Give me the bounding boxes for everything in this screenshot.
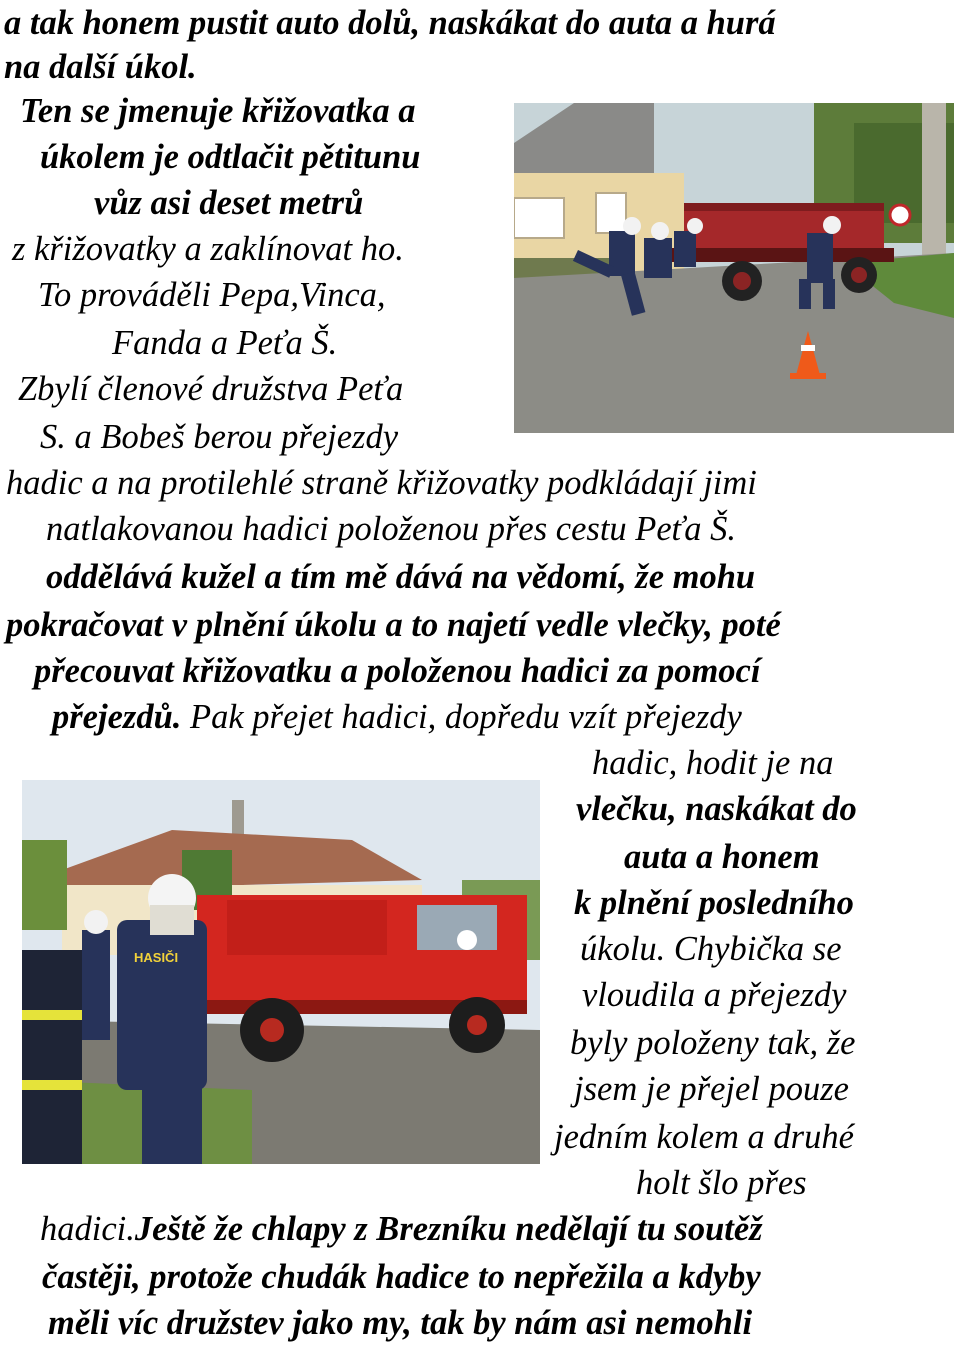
wheel-hub — [467, 1015, 487, 1035]
text-line: na další úkol. — [4, 48, 197, 86]
text-line: vlečku, naskákat do — [576, 790, 857, 828]
trailer-push-photo — [514, 103, 954, 433]
reflective-stripe — [22, 1080, 82, 1090]
text-line: byly položeny tak, že — [570, 1024, 856, 1062]
text-line: vloudila a přejezdy — [582, 976, 847, 1014]
text-line: pokračovat v plnění úkolu a to najetí vedle vlečky, poté — [6, 606, 781, 644]
text-line: jedním kolem a druhé — [554, 1118, 854, 1156]
text-fragment: hadici. — [40, 1210, 135, 1248]
text-line — [40, 1206, 763, 1252]
text-line: vůz asi deset metrů — [94, 184, 364, 222]
trailer-push-scene — [514, 103, 954, 433]
text-line: holt šlo přes — [636, 1164, 807, 1202]
firefighter-leg — [823, 279, 835, 309]
text-line: úkolem je odtlačit pětitunu — [40, 138, 421, 176]
text-line: přecouvat křižovatku a položenou hadici za pomocí — [34, 652, 761, 690]
text-line: To prováděli Pepa,Vinca, — [38, 276, 386, 314]
house-window — [514, 198, 564, 238]
helmet — [623, 217, 641, 235]
fire-truck-scene — [22, 780, 540, 1164]
cone-base — [790, 373, 826, 379]
helmet — [651, 222, 669, 240]
wheel-hub — [733, 272, 751, 290]
text-line: a tak honem pustit auto dolů, naskákat do auta a hurá — [4, 4, 776, 42]
firefighter — [674, 231, 696, 267]
text-line: úkolu. Chybička se — [580, 930, 842, 968]
trailer-rail — [684, 203, 884, 211]
firefighter-leg — [799, 279, 811, 309]
text-line: hadic, hodit je na — [592, 744, 834, 782]
text-fragment: přejezdů. — [52, 698, 182, 736]
wheel-hub — [851, 267, 867, 283]
helmet — [823, 216, 841, 234]
truck-side-panel — [227, 900, 387, 955]
text-line: oddělává kužel a tím mě dává na vědomí, že mohu — [46, 558, 756, 596]
firefighter-foreground — [117, 920, 207, 1090]
helmet — [687, 218, 703, 234]
text-line: k plnění posledního — [574, 884, 854, 922]
text-line: S. a Bobeš berou přejezdy — [40, 418, 399, 456]
text-line: natlakovanou hadici položenou přes cestu Peťa Š. — [46, 510, 736, 548]
truck-emblem — [457, 930, 477, 950]
tree — [22, 840, 67, 930]
text-line: hadic a na protilehlé straně křižovatky podkládají jimi — [6, 464, 757, 502]
firefighter — [644, 238, 672, 278]
text-line: Ten se jmenuje křižovatka a — [20, 92, 416, 130]
truck-window — [417, 905, 497, 950]
reflective-stripe — [22, 1010, 82, 1020]
text-line: Zbylí členové družstva Peťa — [18, 370, 404, 408]
text-line: měli víc družstev jako my, tak by nám asi nemohli — [48, 1304, 753, 1342]
firefighter — [807, 233, 833, 283]
fire-truck-photo — [22, 780, 540, 1164]
firefighter-edge — [22, 950, 82, 1164]
firefighter-background — [82, 930, 110, 1040]
text-line: Fanda a Peťa Š. — [112, 324, 338, 362]
text-line: častěji, protože chudák hadice to nepřežila a kdyby — [42, 1258, 761, 1296]
house-window — [596, 193, 626, 233]
text-fragment: Pak přejet hadici, dopředu vzít přejezdy — [181, 698, 742, 736]
traffic-sign — [890, 205, 910, 225]
firefighter-legs — [142, 1080, 202, 1164]
text-line — [52, 694, 742, 740]
text-line: auta a honem — [624, 838, 820, 876]
uniform-badge: HASIČI — [134, 950, 179, 965]
cone-stripe — [801, 345, 815, 351]
helmet — [84, 910, 108, 934]
text-fragment: Ještě že chlapy z Brezníku nedělají tu soutěž — [134, 1210, 763, 1248]
text-line: jsem je přejel pouze — [574, 1070, 849, 1108]
wheel-hub — [260, 1018, 284, 1042]
helmet-neck-guard — [150, 905, 194, 935]
text-line: z křižovatky a zaklínovat ho. — [12, 230, 404, 268]
